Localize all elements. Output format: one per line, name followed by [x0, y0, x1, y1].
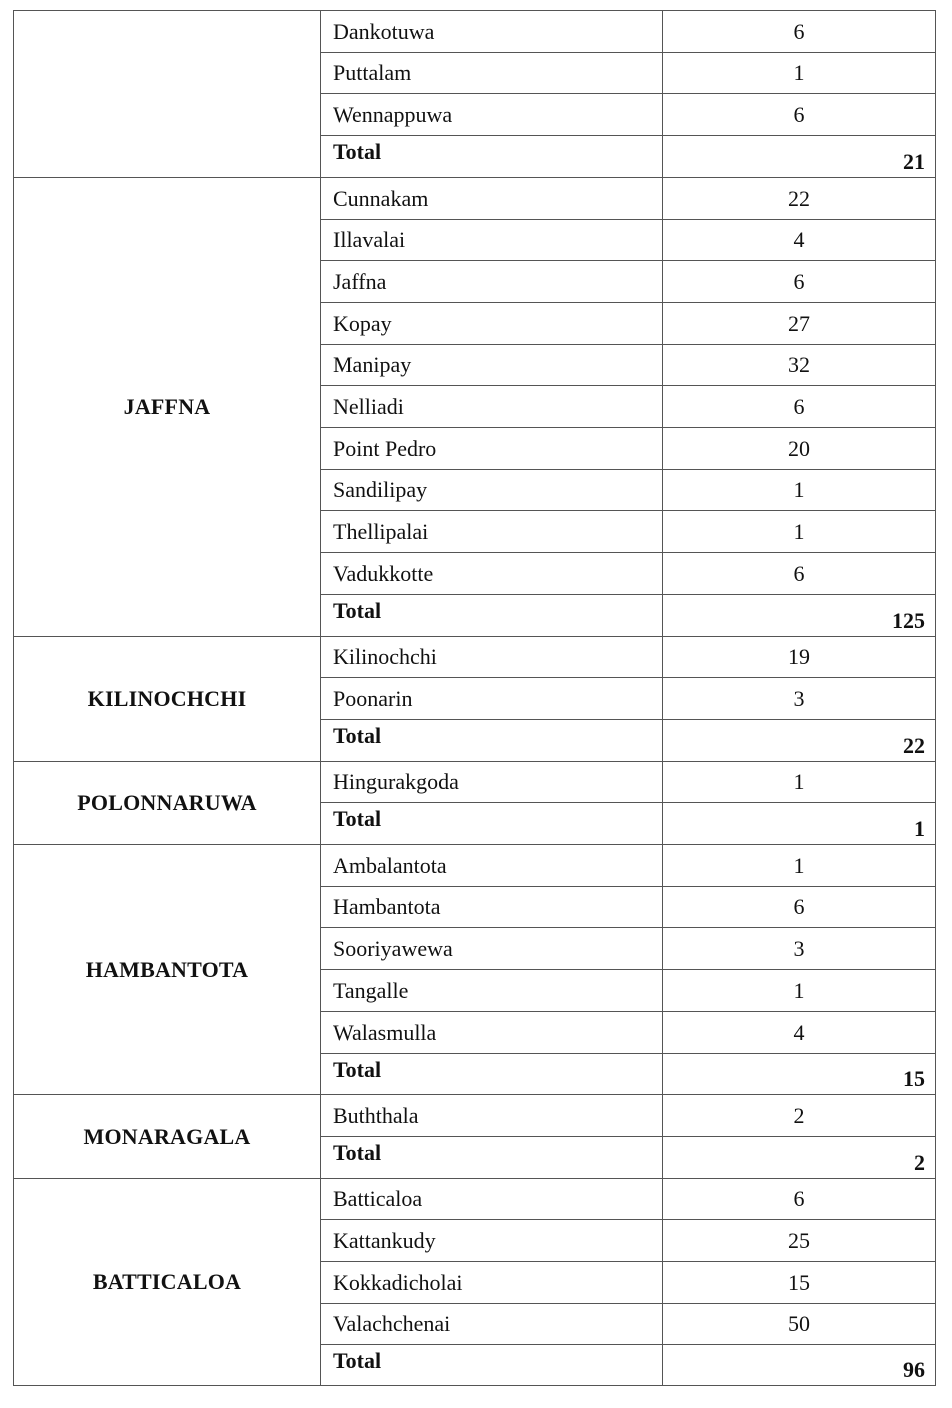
- district-cell: MONARAGALA: [13, 1094, 320, 1178]
- station-name: Wennappuwa: [320, 93, 662, 135]
- district-cell: [13, 10, 320, 177]
- station-name: Jaffna: [320, 260, 662, 302]
- total-value: 15: [662, 1053, 936, 1094]
- total-value: 21: [662, 135, 936, 177]
- station-count: 20: [662, 427, 936, 469]
- station-count: 6: [662, 1178, 936, 1219]
- station-count: 1: [662, 469, 936, 510]
- station-name: Valachchenai: [320, 1303, 662, 1344]
- station-count: 50: [662, 1303, 936, 1344]
- station-count: 6: [662, 93, 936, 135]
- district-cell: JAFFNA: [13, 177, 320, 636]
- station-count: 3: [662, 677, 936, 719]
- station-count: 2: [662, 1094, 936, 1136]
- station-name: Tangalle: [320, 969, 662, 1011]
- station-name: Hambantota: [320, 886, 662, 927]
- station-name: Ambalantota: [320, 844, 662, 886]
- station-count: 22: [662, 177, 936, 219]
- station-name: Point Pedro: [320, 427, 662, 469]
- station-count: 6: [662, 552, 936, 594]
- district-cell: BATTICALOA: [13, 1178, 320, 1386]
- station-count: 6: [662, 886, 936, 927]
- station-name: Vadukkotte: [320, 552, 662, 594]
- station-count: 19: [662, 636, 936, 677]
- station-count: 1: [662, 52, 936, 93]
- total-value: 96: [662, 1344, 936, 1386]
- station-name: Kopay: [320, 302, 662, 344]
- total-value: 2: [662, 1136, 936, 1178]
- district-station-table: [13, 10, 936, 1382]
- station-count: 3: [662, 927, 936, 969]
- station-count: 1: [662, 969, 936, 1011]
- total-value: 1: [662, 802, 936, 844]
- total-value: 22: [662, 719, 936, 761]
- station-name: Thellipalai: [320, 510, 662, 552]
- station-name: Puttalam: [320, 52, 662, 93]
- total-label: Total: [320, 1344, 662, 1386]
- station-count: 6: [662, 385, 936, 427]
- station-name: Kokkadicholai: [320, 1261, 662, 1303]
- station-name: Illavalai: [320, 219, 662, 260]
- station-name: Cunnakam: [320, 177, 662, 219]
- station-count: 4: [662, 1011, 936, 1053]
- station-count: 6: [662, 260, 936, 302]
- station-count: 27: [662, 302, 936, 344]
- station-name: Kilinochchi: [320, 636, 662, 677]
- station-name: Nelliadi: [320, 385, 662, 427]
- district-cell: POLONNARUWA: [13, 761, 320, 844]
- total-label: Total: [320, 719, 662, 761]
- station-name: Batticaloa: [320, 1178, 662, 1219]
- station-name: Sooriyawewa: [320, 927, 662, 969]
- station-count: 1: [662, 844, 936, 886]
- station-name: Kattankudy: [320, 1219, 662, 1261]
- station-count: 32: [662, 344, 936, 385]
- station-name: Sandilipay: [320, 469, 662, 510]
- station-count: 6: [662, 10, 936, 52]
- station-count: 1: [662, 510, 936, 552]
- total-label: Total: [320, 1136, 662, 1178]
- station-count: 15: [662, 1261, 936, 1303]
- total-value: 125: [662, 594, 936, 636]
- station-name: Walasmulla: [320, 1011, 662, 1053]
- district-cell: KILINOCHCHI: [13, 636, 320, 761]
- station-name: Poonarin: [320, 677, 662, 719]
- station-count: 25: [662, 1219, 936, 1261]
- total-label: Total: [320, 594, 662, 636]
- station-name: Hingurakgoda: [320, 761, 662, 802]
- total-label: Total: [320, 1053, 662, 1094]
- district-cell: HAMBANTOTA: [13, 844, 320, 1094]
- total-label: Total: [320, 802, 662, 844]
- station-count: 4: [662, 219, 936, 260]
- station-name: Manipay: [320, 344, 662, 385]
- station-name: Buththala: [320, 1094, 662, 1136]
- total-label: Total: [320, 135, 662, 177]
- station-name: Dankotuwa: [320, 10, 662, 52]
- station-count: 1: [662, 761, 936, 802]
